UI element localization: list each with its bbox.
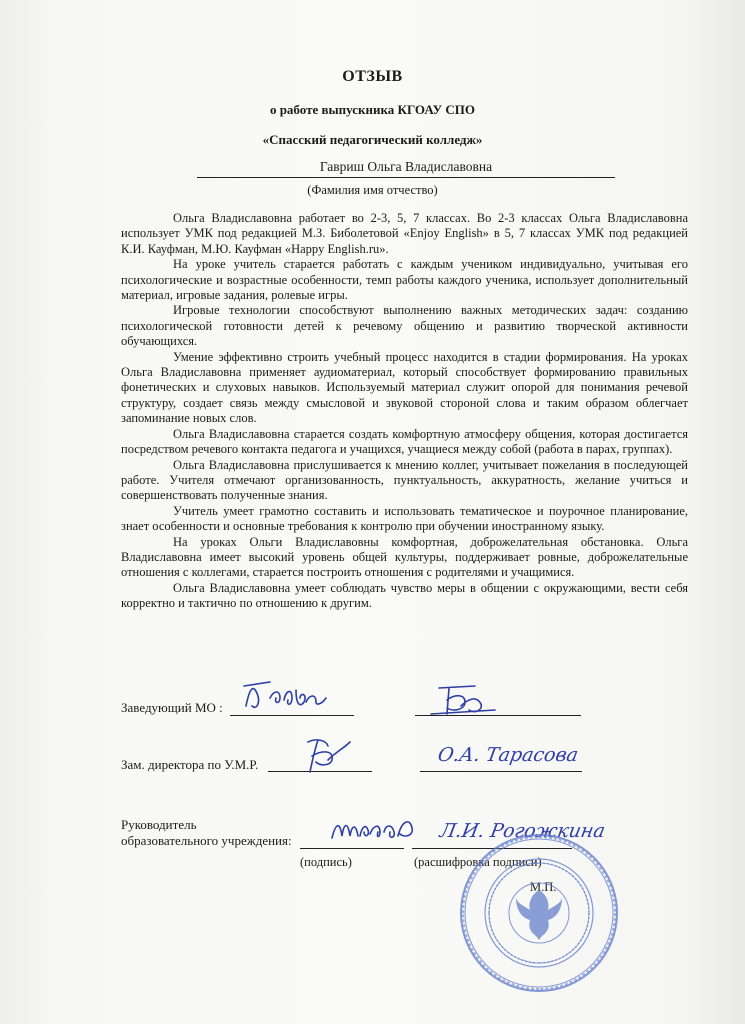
paragraph: На уроке учитель старается работать с каждым учеником индивидуально, учитывая его психологические и возрастные особенности, темп работы каждого ученика, использует дополнительный материал, игровые задания, ролевые игры. [121,257,688,303]
paragraph: Игровые технологии способствуют выполнению важных методических задач: созданию психологической готовности детей к речевому общению и развитию творческой активности обучающихся. [121,303,688,349]
paragraph: На уроках Ольги Владиславовны комфортная, доброжелательная обстановка. Ольга Владиславовна имеет высокий уровень общей культуры, поддерживает ровные, доброжелательные отношения с коллегами, старается построить отношения с родителями и учащимися. [121,534,688,580]
seal-label: М.П. [530,880,557,894]
head-mo-label: Заведующий МО : [121,700,223,715]
paragraph: Ольга Владиславовна работает во 2-3, 5, 7 классах. Во 2-3 классах Ольга Владиславовна использует УМК под редакцией М.З. Биболетовой «Enjoy English» в 5, 7 классах УМК под редакцией К.И. Кауфман, М.Ю. Кауфман «Happy English.ru». [121,211,688,256]
student-name-caption: (Фамилия имя отчество) [307,183,438,197]
signature-caption: (подпись) [300,855,352,869]
paragraph: Ольга Владиславовна умеет соблюдать чувство меры в общении с окружающими, вести себя корректно и тактично по отношению к другим. [121,580,688,611]
director-label-line1: Руководитель [121,817,197,832]
handwritten-signature [425,680,505,720]
director-name: Л.И. Рогожкина [438,820,607,842]
document-subtitle: о работе выпускника КГОАУ СПО [269,102,476,117]
paragraph: Учитель умеет грамотно составить и использовать тематическое и поурочное планирование, знает особенности и основные требования к контролю при обучении иностранному языку. [121,503,688,534]
document-title: ОТЗЫВ [342,68,403,85]
student-name: Гавриш Ольга Владиславовна [197,159,615,178]
handwritten-signature [240,676,330,716]
handwritten-signature [328,810,424,846]
deputy-director-name: О.А. Тарасова [436,744,580,766]
signature-line [300,847,404,849]
deputy-director-label: Зам. директора по У.М.Р. [121,757,259,772]
handwritten-signature [298,734,356,776]
paragraph: Ольга Владиславовна прислушивается к мнению коллег, учитывает пожелания в последующей работе. Учителя отмечают организованность, пунктуальность, аккуратность, желание учиться и совершенствовать полученные знания. [121,457,688,503]
director-label-line2: образовательного учреждения: [121,833,292,848]
paragraph: Умение эффективно строить учебный процесс находится в стадии формирования. На уроках Ольга Владиславовна применяет аудиоматериал, который способствует формированию правильных фонетических и слуховых навыков. Используемый материал служит опорой для понимания речевой структуру, создает связь между смысловой и звуковой стороной слова и таким образом облегчает запоминание новых слов. [121,349,688,426]
emblem-icon [516,890,562,940]
paragraph: Ольга Владиславовна старается создать комфортную атмосферу общения, которая достигается посредством речевого контакта педагога и учащихся, учащиеся между собой (работа в парах, группах). [121,426,688,457]
review-body [121,211,688,612]
decoding-caption: (расшифровка подписи) [414,855,542,869]
institution-name: «Спасский педагогический колледж» [262,132,483,147]
official-stamp [458,832,620,994]
name-line [420,770,582,772]
